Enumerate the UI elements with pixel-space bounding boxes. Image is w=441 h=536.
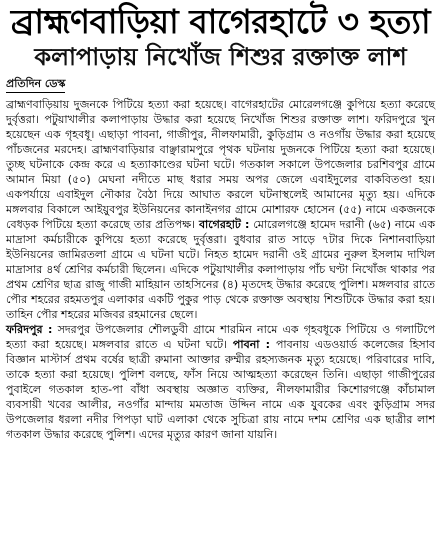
desk-byline: প্রতিদিন ডেস্ক — [6, 76, 65, 93]
article-paragraph — [6, 97, 435, 322]
paragraph-text: সদরপুর উপজেলার শৌলডুবী গ্রামে শারমিন নামে এক গৃহবধূকে পিটিয়ে ও গলাটিপে হত্যা করা হয়েছে। মঙ্গলবার রাতে এ ঘটনা ঘটে। — [6, 323, 435, 351]
dateline-faridpur: ফরিদপুর : — [6, 323, 53, 336]
subheadline: কলাপাড়ায় নিখোঁজ শিশুর রক্তাক্ত লাশ — [34, 43, 407, 71]
article-body — [6, 97, 435, 442]
paragraph-text: পাবনায় এডওয়ার্ড কলেজের হিসাব বিজ্ঞান মাস্টার্স প্রথম বর্ষের ছাত্রী রুমানা আক্তার রুম্মীর রহস্যজনক মৃত্যু হয়েছে। পরিবারের দাবি, তাকে হত্যা করা হয়েছে। পুলিশ বলছে, ফাঁস নিয়ে আত্মহত্যা করেছেন তিনি। এছাড়া গাজীপুরের পুবাইলে গতকাল হাত-পা বাঁধা অবস্থায় অজ্ঞাত ব্যক্তির, নীলফামারীর কিশোরগঞ্জে কাঁচামাল ব্যবসায়ী খবের আলীর, নওগাঁর মান্দায় মমতাজ উদ্দিন নামে এক যুবকের এবং কুড়িগ্রাম সদর উপজেলার ধরলা নদীর পিপড়া ঘাট এলাকা থেকে সুচিত্রা রায় নামে দশম শ্রেণির এক ছাত্রীর লাশ গতকাল উদ্ধার করেছে পুলিশ। এদের মৃত্যুর কারণ জানা যায়নি। — [6, 338, 436, 441]
article-paragraph — [6, 322, 435, 442]
news-article — [0, 2, 441, 536]
headline: ব্রাহ্মণবাড়িয়া বাগেরহাটে ৩ হত্যা — [10, 2, 431, 41]
dateline-bagerhat: বাগেরহাট : — [198, 218, 250, 231]
paragraph-text: ব্রাহ্মণবাড়িয়ায় দুজনকে পিটিয়ে হত্যা করা হয়েছে। বাগেরহাটের মোরেলগঞ্জে কুপিয়ে হত্যা করেছে দুর্বৃত্তরা। পটুয়াখালীর কলাপাড়ায় উদ্ধার করা হয়েছে নিখোঁজ শিশুর রক্তাক্ত লাশ। ফরিদপুরে খুন হয়েছেন এক গৃহবধূ। এছাড়া পাবনা, গাজীপুর, নীলফামারী, কুড়িগ্রাম ও নওগাঁয় উদ্ধার করা হয়েছে পাঁচজনের মরদেহ। ব্রাহ্মণবাড়িয়ার বাঞ্ছারামপুরে পৃথক ঘটনায় দুজনকে পিটিয়ে হত্যা করা হয়েছে। তুচ্ছ ঘটনাকে কেন্দ্র করে এ হত্যাকাণ্ডের ঘটনা ঘটে। গতকাল সকালে উপজেলার চরশিবপুর গ্রামে আমান মিয়া (৫০) মেঘনা নদীতে মাছ ধরার সময় অপর জেলে এবাইদুলের বাকবিতণ্ডা হয়। একপর্যায়ে এবাইদুল নৌকার বৈঠা দিয়ে আঘাত করলে ঘটনাস্থলেই আমানের মৃত্যু হয়। এদিকে মঙ্গলবার বিকালে আইয়ুবপুর ইউনিয়নের কানাইনগর গ্রামে মোশারফ হোসেন (৫৫) নামে একজনকে বেধড়ক পিটিয়ে হত্যা করেছে তার প্রতিপক্ষ। — [6, 98, 435, 231]
dateline-pabna: পাবনা : — [232, 338, 271, 351]
paragraph-text: মোরেলগঞ্জে হামেদ দরানী (৬৫) নামে এক মাদ্রাসা কর্মচারীকে কুপিয়ে হত্যা করেছে দুর্বৃত্তরা। বুধবার রাত সাড়ে ৭টার দিকে নিশানবাড়িয়া ইউনিয়নের জামিরতলা গ্রামে এ ঘটনা ঘটে। নিহত হামেদ দরানী ওই গ্রামের নুরুল ইসলাম দাখিল মাদ্রাসার ৪র্থ শ্রেণির কর্মচারী ছিলেন। এদিকে পটুয়াখালীর কলাপাড়ায় পাঁচ ঘণ্টা নিখোঁজ থাকার পর প্রথম শ্রেণির ছাত্র রাজু গাজী মাহিয়ান তাহসিনের (৪) মৃতদেহ উদ্ধার করেছে পুলিশ। মঙ্গলবার রাতে পৌর শহরের রহমতপুর এলাকার একটি পুকুর পাড় থেকে রক্তাক্ত অবস্থায় শিশুটিকে উদ্ধার করা হয়। তাহিন পৌর শহরের মজিবর রহমানের ছেলে। — [6, 218, 436, 321]
